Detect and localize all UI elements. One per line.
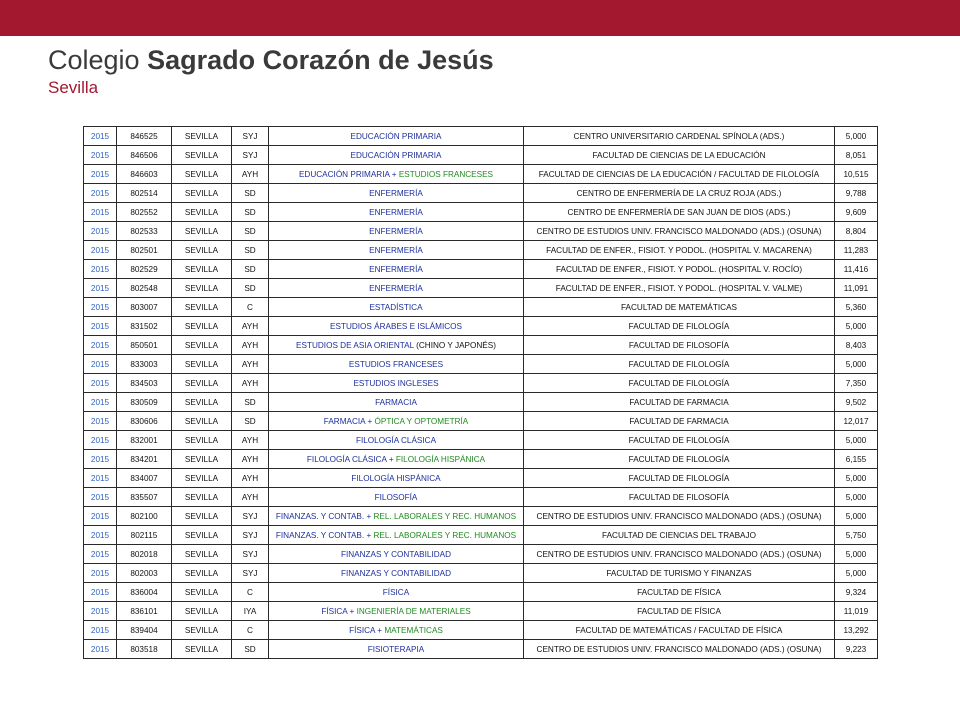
degree-segment: ENFERMERÍA — [369, 245, 423, 255]
city-cell: SEVILLA — [172, 374, 232, 393]
year-cell: 2015 — [84, 146, 117, 165]
code-cell: 836004 — [117, 583, 172, 602]
degree-segment: FARMACIA — [375, 397, 417, 407]
area-cell: SD — [232, 184, 269, 203]
area-cell: SD — [232, 203, 269, 222]
degree-segment: FISIOTERAPIA — [367, 644, 425, 654]
city-cell: SEVILLA — [172, 450, 232, 469]
center-cell: FACULTAD DE FILOLOGÍA — [524, 431, 835, 450]
area-cell: SD — [232, 279, 269, 298]
area-cell: AYH — [232, 165, 269, 184]
degree-segment: FÍSICA — [382, 587, 410, 597]
year-cell: 2015 — [84, 355, 117, 374]
table-row — [84, 640, 878, 659]
degree-segment: FINANZAS Y CONTABILIDAD — [340, 568, 452, 578]
top-color-band — [0, 0, 960, 36]
city-cell: SEVILLA — [172, 241, 232, 260]
degree-cell — [269, 336, 524, 355]
area-cell: SYJ — [232, 127, 269, 146]
code-cell: 846506 — [117, 146, 172, 165]
grade-cell: 13,292 — [835, 621, 878, 640]
grade-cell: 5,360 — [835, 298, 878, 317]
degree-cell — [269, 640, 524, 659]
degree-segment: ESTUDIOS INGLESES — [353, 378, 439, 388]
year-cell: 2015 — [84, 374, 117, 393]
city-cell: SEVILLA — [172, 279, 232, 298]
degree-segment: FILOLOGÍA HISPÁNICA — [351, 473, 441, 483]
degree-segment: FINANZAS Y CONTABILIDAD — [340, 549, 452, 559]
center-cell: FACULTAD DE ENFER., FISIOT. Y PODOL. (HOSPITAL V. ROCÍO) — [524, 260, 835, 279]
grade-cell: 5,000 — [835, 545, 878, 564]
code-cell: 802018 — [117, 545, 172, 564]
degree-cell — [269, 279, 524, 298]
degree-cell — [269, 469, 524, 488]
degree-cell — [269, 526, 524, 545]
grade-cell: 12,017 — [835, 412, 878, 431]
code-cell: 846525 — [117, 127, 172, 146]
degree-cell — [269, 165, 524, 184]
year-cell: 2015 — [84, 165, 117, 184]
table-row — [84, 469, 878, 488]
degree-cell — [269, 222, 524, 241]
city-cell: SEVILLA — [172, 640, 232, 659]
year-cell: 2015 — [84, 184, 117, 203]
year-cell: 2015 — [84, 336, 117, 355]
grade-cell: 9,788 — [835, 184, 878, 203]
year-cell: 2015 — [84, 393, 117, 412]
degree-cell — [269, 317, 524, 336]
area-cell: C — [232, 583, 269, 602]
table-row — [84, 146, 878, 165]
code-cell: 839404 — [117, 621, 172, 640]
code-cell: 832001 — [117, 431, 172, 450]
table-row — [84, 545, 878, 564]
table-row — [84, 355, 878, 374]
year-cell: 2015 — [84, 564, 117, 583]
degree-cell — [269, 374, 524, 393]
city-cell: SEVILLA — [172, 203, 232, 222]
year-cell: 2015 — [84, 222, 117, 241]
center-cell: CENTRO DE ENFERMERÍA DE LA CRUZ ROJA (ADS.) — [524, 184, 835, 203]
grade-cell: 5,000 — [835, 317, 878, 336]
degree-cell — [269, 241, 524, 260]
grade-cell: 7,350 — [835, 374, 878, 393]
center-cell: FACULTAD DE ENFER., FISIOT. Y PODOL. (HOSPITAL V. VALME) — [524, 279, 835, 298]
degree-segment: FARMACIA + — [323, 416, 375, 426]
table-row — [84, 317, 878, 336]
degree-cell — [269, 507, 524, 526]
city-cell: SEVILLA — [172, 602, 232, 621]
area-cell: AYH — [232, 355, 269, 374]
center-cell: FACULTAD DE FARMACIA — [524, 412, 835, 431]
table-row — [84, 165, 878, 184]
grade-cell: 6,155 — [835, 450, 878, 469]
grade-cell: 5,000 — [835, 488, 878, 507]
year-cell: 2015 — [84, 583, 117, 602]
center-cell: CENTRO DE ENFERMERÍA DE SAN JUAN DE DIOS (ADS.) — [524, 203, 835, 222]
code-cell: 803518 — [117, 640, 172, 659]
area-cell: SD — [232, 412, 269, 431]
year-cell: 2015 — [84, 526, 117, 545]
degree-cell — [269, 355, 524, 374]
center-cell: FACULTAD DE FÍSICA — [524, 583, 835, 602]
area-cell: SD — [232, 241, 269, 260]
city-cell: SEVILLA — [172, 621, 232, 640]
center-cell: FACULTAD DE FILOLOGÍA — [524, 374, 835, 393]
city-cell: SEVILLA — [172, 488, 232, 507]
city-cell: SEVILLA — [172, 127, 232, 146]
degree-segment: INGENIERÍA DE MATERIALES — [356, 606, 471, 616]
grade-cell: 5,750 — [835, 526, 878, 545]
school-name — [48, 44, 494, 76]
center-cell: FACULTAD DE CIENCIAS DE LA EDUCACIÓN — [524, 146, 835, 165]
grade-cell: 8,804 — [835, 222, 878, 241]
degree-cell — [269, 488, 524, 507]
code-cell: 835507 — [117, 488, 172, 507]
table-row — [84, 222, 878, 241]
code-cell: 802100 — [117, 507, 172, 526]
degree-segment: FILOLOGÍA HISPÁNICA — [395, 454, 486, 464]
school-name-main: Sagrado Corazón de Jesús — [147, 45, 494, 75]
code-cell: 802533 — [117, 222, 172, 241]
degree-segment: ESTADÍSTICA — [369, 302, 423, 312]
code-cell: 802514 — [117, 184, 172, 203]
year-cell: 2015 — [84, 545, 117, 564]
center-cell: CENTRO DE ESTUDIOS UNIV. FRANCISCO MALDONADO (ADS.) (OSUNA) — [524, 222, 835, 241]
center-cell: FACULTAD DE FARMACIA — [524, 393, 835, 412]
code-cell: 802003 — [117, 564, 172, 583]
center-cell: FACULTAD DE CIENCIAS DEL TRABAJO — [524, 526, 835, 545]
city-cell: SEVILLA — [172, 469, 232, 488]
degree-segment: ESTUDIOS ÁRABES E ISLÁMICOS — [330, 321, 462, 331]
table-row — [84, 127, 878, 146]
degree-segment: FILOLOGÍA CLÁSICA + — [306, 454, 396, 464]
year-cell: 2015 — [84, 621, 117, 640]
city-cell: SEVILLA — [172, 431, 232, 450]
year-cell: 2015 — [84, 203, 117, 222]
grade-cell: 11,091 — [835, 279, 878, 298]
center-cell: FACULTAD DE FILOLOGÍA — [524, 355, 835, 374]
code-cell: 802529 — [117, 260, 172, 279]
center-cell: FACULTAD DE FILOLOGÍA — [524, 317, 835, 336]
grade-cell: 8,051 — [835, 146, 878, 165]
table-row — [84, 602, 878, 621]
admission-grades-table — [83, 126, 878, 659]
year-cell: 2015 — [84, 279, 117, 298]
table-row — [84, 279, 878, 298]
year-cell: 2015 — [84, 469, 117, 488]
table-row — [84, 564, 878, 583]
table-row — [84, 203, 878, 222]
area-cell: C — [232, 621, 269, 640]
area-cell: SYJ — [232, 146, 269, 165]
city-cell: SEVILLA — [172, 393, 232, 412]
area-cell: IYA — [232, 602, 269, 621]
degree-cell — [269, 583, 524, 602]
degree-segment: FÍSICA + — [321, 606, 357, 616]
year-cell: 2015 — [84, 298, 117, 317]
center-cell: CENTRO DE ESTUDIOS UNIV. FRANCISCO MALDONADO (ADS.) (OSUNA) — [524, 545, 835, 564]
center-cell: FACULTAD DE CIENCIAS DE LA EDUCACIÓN / FACULTAD DE FILOLOGÍA — [524, 165, 835, 184]
city-cell: SEVILLA — [172, 165, 232, 184]
table-row — [84, 298, 878, 317]
grade-cell: 8,403 — [835, 336, 878, 355]
table-row — [84, 412, 878, 431]
year-cell: 2015 — [84, 602, 117, 621]
degree-segment: FÍSICA + — [349, 625, 385, 635]
area-cell: AYH — [232, 431, 269, 450]
code-cell: 803007 — [117, 298, 172, 317]
grade-cell: 9,223 — [835, 640, 878, 659]
year-cell: 2015 — [84, 241, 117, 260]
table-row — [84, 336, 878, 355]
table-row — [84, 621, 878, 640]
degree-cell — [269, 298, 524, 317]
code-cell: 834201 — [117, 450, 172, 469]
table-row — [84, 431, 878, 450]
table-row — [84, 241, 878, 260]
year-cell: 2015 — [84, 640, 117, 659]
table-row — [84, 488, 878, 507]
degree-segment: REL. LABORALES Y REC. HUMANOS — [373, 511, 517, 521]
degree-cell — [269, 203, 524, 222]
grade-cell: 11,416 — [835, 260, 878, 279]
center-cell: FACULTAD DE FILOLOGÍA — [524, 469, 835, 488]
degree-cell — [269, 127, 524, 146]
center-cell: CENTRO UNIVERSITARIO CARDENAL SPÍNOLA (ADS.) — [524, 127, 835, 146]
grade-cell: 5,000 — [835, 507, 878, 526]
grade-cell: 10,515 — [835, 165, 878, 184]
center-cell: FACULTAD DE FILOSOFÍA — [524, 488, 835, 507]
table-row — [84, 450, 878, 469]
area-cell: SD — [232, 260, 269, 279]
degree-segment: EDUCACIÓN PRIMARIA — [350, 150, 442, 160]
area-cell: SYJ — [232, 564, 269, 583]
degree-segment: ENFERMERÍA — [369, 264, 423, 274]
center-cell: FACULTAD DE FILOLOGÍA — [524, 450, 835, 469]
grade-cell: 5,000 — [835, 127, 878, 146]
degree-segment: EDUCACIÓN PRIMARIA + — [298, 169, 399, 179]
code-cell: 830606 — [117, 412, 172, 431]
city-cell: SEVILLA — [172, 564, 232, 583]
code-cell: 802552 — [117, 203, 172, 222]
year-cell: 2015 — [84, 450, 117, 469]
year-cell: 2015 — [84, 507, 117, 526]
center-cell: FACULTAD DE TURISMO Y FINANZAS — [524, 564, 835, 583]
code-cell: 834503 — [117, 374, 172, 393]
table-row — [84, 583, 878, 602]
degree-segment: EDUCACIÓN PRIMARIA — [350, 131, 442, 141]
area-cell: SYJ — [232, 507, 269, 526]
area-cell: SYJ — [232, 526, 269, 545]
year-cell: 2015 — [84, 488, 117, 507]
degree-cell — [269, 621, 524, 640]
degree-segment: MATEMÁTICAS — [384, 625, 443, 635]
city-cell: SEVILLA — [172, 260, 232, 279]
code-cell: 802115 — [117, 526, 172, 545]
degree-segment: ESTUDIOS DE ASIA ORIENTAL — [296, 340, 414, 350]
city-cell: SEVILLA — [172, 336, 232, 355]
city-cell: SEVILLA — [172, 184, 232, 203]
degree-cell — [269, 602, 524, 621]
city-cell: SEVILLA — [172, 545, 232, 564]
grade-cell: 11,283 — [835, 241, 878, 260]
degree-segment: (CHINO Y JAPONÉS) — [413, 340, 496, 350]
center-cell: FACULTAD DE MATEMÁTICAS / FACULTAD DE FÍSICA — [524, 621, 835, 640]
code-cell: 833003 — [117, 355, 172, 374]
center-cell: FACULTAD DE FÍSICA — [524, 602, 835, 621]
grade-cell: 5,000 — [835, 431, 878, 450]
degree-segment: ENFERMERÍA — [369, 188, 423, 198]
city-cell: SEVILLA — [172, 355, 232, 374]
grade-cell: 5,000 — [835, 564, 878, 583]
city-cell: SEVILLA — [172, 412, 232, 431]
year-cell: 2015 — [84, 260, 117, 279]
degree-cell — [269, 450, 524, 469]
area-cell: AYH — [232, 450, 269, 469]
table-row — [84, 393, 878, 412]
city-cell: SEVILLA — [172, 526, 232, 545]
area-cell: SD — [232, 640, 269, 659]
degree-segment: ENFERMERÍA — [369, 207, 423, 217]
degree-cell — [269, 146, 524, 165]
table-row — [84, 184, 878, 203]
area-cell: AYH — [232, 336, 269, 355]
area-cell: AYH — [232, 469, 269, 488]
school-city: Sevilla — [48, 78, 99, 97]
area-cell: C — [232, 298, 269, 317]
degree-segment: ESTUDIOS FRANCESES — [398, 169, 494, 179]
degree-segment: FINANZAS. Y CONTAB. + — [275, 530, 374, 540]
center-cell: FACULTAD DE FILOSOFÍA — [524, 336, 835, 355]
city-cell: SEVILLA — [172, 298, 232, 317]
city-cell: SEVILLA — [172, 146, 232, 165]
city-cell: SEVILLA — [172, 583, 232, 602]
degree-cell — [269, 412, 524, 431]
year-cell: 2015 — [84, 431, 117, 450]
area-cell: AYH — [232, 488, 269, 507]
city-cell: SEVILLA — [172, 317, 232, 336]
center-cell: FACULTAD DE MATEMÁTICAS — [524, 298, 835, 317]
grade-cell: 5,000 — [835, 469, 878, 488]
degree-segment: FILOSOFÍA — [374, 492, 418, 502]
table-row — [84, 260, 878, 279]
degree-cell — [269, 431, 524, 450]
degree-cell — [269, 393, 524, 412]
grade-cell: 9,609 — [835, 203, 878, 222]
brand-header — [48, 44, 494, 98]
grade-cell: 11,019 — [835, 602, 878, 621]
area-cell: SD — [232, 393, 269, 412]
degree-segment: FINANZAS. Y CONTAB. + — [275, 511, 374, 521]
center-cell: CENTRO DE ESTUDIOS UNIV. FRANCISCO MALDONADO (ADS.) (OSUNA) — [524, 507, 835, 526]
center-cell: CENTRO DE ESTUDIOS UNIV. FRANCISCO MALDONADO (ADS.) (OSUNA) — [524, 640, 835, 659]
degree-segment: REL. LABORALES Y REC. HUMANOS — [373, 530, 517, 540]
degree-cell — [269, 184, 524, 203]
code-cell: 834007 — [117, 469, 172, 488]
degree-segment: ENFERMERÍA — [369, 226, 423, 236]
degree-segment: FILOLOGÍA CLÁSICA — [355, 435, 437, 445]
center-cell: FACULTAD DE ENFER., FISIOT. Y PODOL. (HOSPITAL V. MACARENA) — [524, 241, 835, 260]
grade-cell: 9,502 — [835, 393, 878, 412]
grade-cell: 9,324 — [835, 583, 878, 602]
area-cell: SD — [232, 222, 269, 241]
code-cell: 831502 — [117, 317, 172, 336]
table-row — [84, 526, 878, 545]
area-cell: AYH — [232, 317, 269, 336]
school-name-prefix: Colegio — [48, 45, 140, 75]
degree-cell — [269, 564, 524, 583]
degree-cell — [269, 545, 524, 564]
code-cell: 836101 — [117, 602, 172, 621]
city-cell: SEVILLA — [172, 222, 232, 241]
degree-segment: ENFERMERÍA — [369, 283, 423, 293]
year-cell: 2015 — [84, 412, 117, 431]
code-cell: 850501 — [117, 336, 172, 355]
table-row — [84, 507, 878, 526]
code-cell: 802501 — [117, 241, 172, 260]
city-cell: SEVILLA — [172, 507, 232, 526]
code-cell: 802548 — [117, 279, 172, 298]
degree-cell — [269, 260, 524, 279]
year-cell: 2015 — [84, 127, 117, 146]
code-cell: 830509 — [117, 393, 172, 412]
area-cell: AYH — [232, 374, 269, 393]
year-cell: 2015 — [84, 317, 117, 336]
degree-segment: ÓPTICA Y OPTOMETRÍA — [374, 416, 469, 426]
code-cell: 846603 — [117, 165, 172, 184]
table-body — [84, 127, 878, 659]
degree-segment: ESTUDIOS FRANCESES — [348, 359, 444, 369]
table-row — [84, 374, 878, 393]
grade-cell: 5,000 — [835, 355, 878, 374]
area-cell: SYJ — [232, 545, 269, 564]
